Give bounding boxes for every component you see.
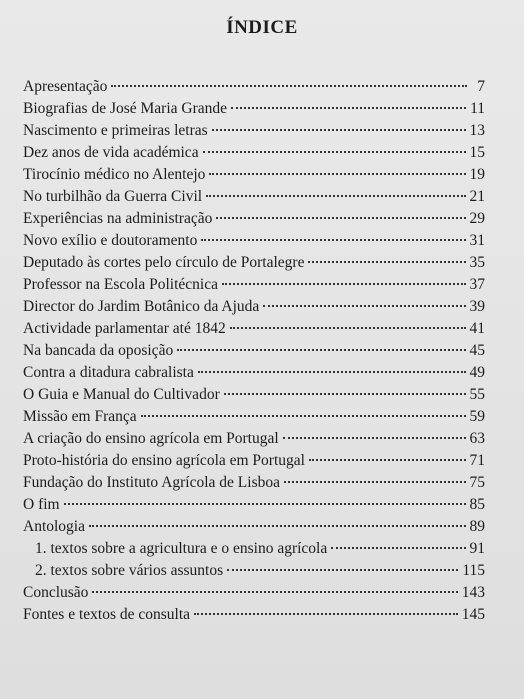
toc-entry	[23, 318, 485, 340]
dot-leader	[283, 436, 466, 439]
toc-entry	[23, 164, 485, 186]
toc-entry	[23, 98, 485, 120]
toc-entry-label: Apresentação	[23, 78, 108, 95]
toc-entry-page: 39	[469, 298, 485, 315]
dot-leader	[141, 414, 466, 417]
toc-entry-label: Novo exílio e doutoramento	[23, 232, 198, 249]
toc-entry-label: 2. textos sobre vários assuntos	[35, 562, 224, 579]
toc-entry-page: 75	[469, 474, 485, 491]
toc-entry	[23, 516, 485, 538]
toc-entry-page: 45	[469, 342, 485, 359]
toc-entry-page: 37	[469, 276, 485, 293]
toc-entry-label: Actividade parlamentar até 1842	[23, 320, 226, 337]
toc-subentry	[23, 538, 485, 560]
toc-entry-label: Contra a ditadura cabralista	[23, 364, 194, 381]
dot-leader	[198, 370, 466, 373]
toc-entry-label: Conclusão	[23, 584, 89, 601]
toc-entry-label: Biografias de José Maria Grande	[23, 100, 228, 117]
toc-entry	[23, 186, 485, 208]
toc-entry-page: 19	[469, 166, 485, 183]
toc-entry-page: 41	[469, 320, 485, 337]
dot-leader	[227, 568, 458, 571]
dot-leader	[212, 128, 466, 131]
toc-entry-page: 49	[469, 364, 485, 381]
toc-entry	[23, 428, 485, 450]
toc-entry-label: Missão em França	[23, 408, 137, 425]
toc-entry-label: Dez anos de vida académica	[23, 144, 199, 161]
dot-leader	[284, 480, 466, 483]
toc-entry-page: 145	[461, 606, 485, 623]
dot-leader	[203, 150, 466, 153]
dot-leader	[230, 326, 466, 329]
dot-leader	[206, 194, 465, 197]
toc-entry-page: 89	[469, 518, 485, 535]
toc-entry	[23, 494, 485, 516]
dot-leader	[231, 106, 466, 109]
dot-leader	[89, 524, 466, 527]
toc-entry-page: 71	[469, 452, 485, 469]
toc-entry	[23, 120, 485, 142]
toc-entry-label: Experiências na administração	[23, 210, 213, 227]
dot-leader	[331, 546, 465, 549]
toc-entry-page: 115	[462, 562, 485, 579]
toc-entry-label: Proto-história do ensino agrícola em Portugal	[23, 452, 305, 469]
toc-entry-label: Antologia	[23, 518, 85, 535]
toc-entry-label: Fontes e textos de consulta	[23, 606, 191, 623]
toc-entry-label: Tirocínio médico no Alentejo	[23, 166, 206, 183]
dot-leader	[194, 612, 458, 615]
toc-entry-label: A criação do ensino agrícola em Portugal	[23, 430, 279, 447]
toc-entry	[23, 208, 485, 230]
toc-entry	[23, 274, 485, 296]
toc-entry-page: 29	[469, 210, 485, 227]
toc-entry-page: 91	[469, 540, 485, 557]
toc-entry-label: 1. textos sobre a agricultura e o ensino agrícola	[35, 540, 328, 557]
dot-leader	[224, 392, 466, 395]
toc-entry-page: 31	[469, 232, 485, 249]
toc-entry-label: Fundação do Instituto Agrícola de Lisboa	[23, 474, 280, 491]
toc-entry	[23, 340, 485, 362]
toc-entry-page: 143	[461, 584, 485, 601]
toc-entry-label: Deputado às cortes pelo círculo de Portalegre	[23, 254, 305, 271]
toc-entry	[23, 252, 485, 274]
dot-leader	[92, 590, 457, 593]
toc-entry-page: 55	[469, 386, 485, 403]
toc-entry-label: Nascimento e primeiras letras	[23, 122, 208, 139]
toc-entry	[23, 472, 485, 494]
dot-leader	[308, 260, 465, 263]
toc-entry-label: O fim	[23, 496, 60, 513]
table-of-contents	[23, 76, 485, 626]
toc-entry-page: 59	[469, 408, 485, 425]
dot-leader	[177, 348, 465, 351]
toc-entry-page: 85	[469, 496, 485, 513]
toc-entry	[23, 384, 485, 406]
toc-entry	[23, 76, 485, 98]
toc-entry	[23, 450, 485, 472]
toc-entry-label: Na bancada da oposição	[23, 342, 174, 359]
toc-entry-page: 63	[469, 430, 485, 447]
dot-leader	[111, 84, 467, 87]
toc-entry-page: 15	[469, 144, 485, 161]
toc-entry-page: 21	[469, 188, 485, 205]
toc-entry-page: 35	[469, 254, 485, 271]
dot-leader	[216, 216, 465, 219]
toc-entry	[23, 362, 485, 384]
dot-leader	[201, 238, 465, 241]
toc-entry-page: 7	[477, 78, 485, 95]
toc-entry-label: Professor na Escola Politécnica	[23, 276, 218, 293]
toc-subentry	[23, 560, 485, 582]
toc-entry	[23, 142, 485, 164]
toc-entry	[23, 230, 485, 252]
dot-leader	[209, 172, 465, 175]
toc-entry-label: O Guia e Manual do Cultivador	[23, 386, 220, 403]
dot-leader	[64, 502, 466, 505]
toc-entry-label: Director do Jardim Botânico da Ajuda	[23, 298, 260, 315]
page-title: ÍNDICE	[226, 17, 298, 38]
toc-entry-label: No turbilhão da Guerra Civil	[23, 188, 203, 205]
toc-entry	[23, 406, 485, 428]
toc-entry-page: 13	[469, 122, 485, 139]
dot-leader	[263, 304, 465, 307]
dot-leader	[309, 458, 466, 461]
toc-entry-page: 11	[470, 100, 485, 117]
toc-entry	[23, 604, 485, 626]
dot-leader	[222, 282, 466, 285]
toc-entry	[23, 296, 485, 318]
toc-entry	[23, 582, 485, 604]
